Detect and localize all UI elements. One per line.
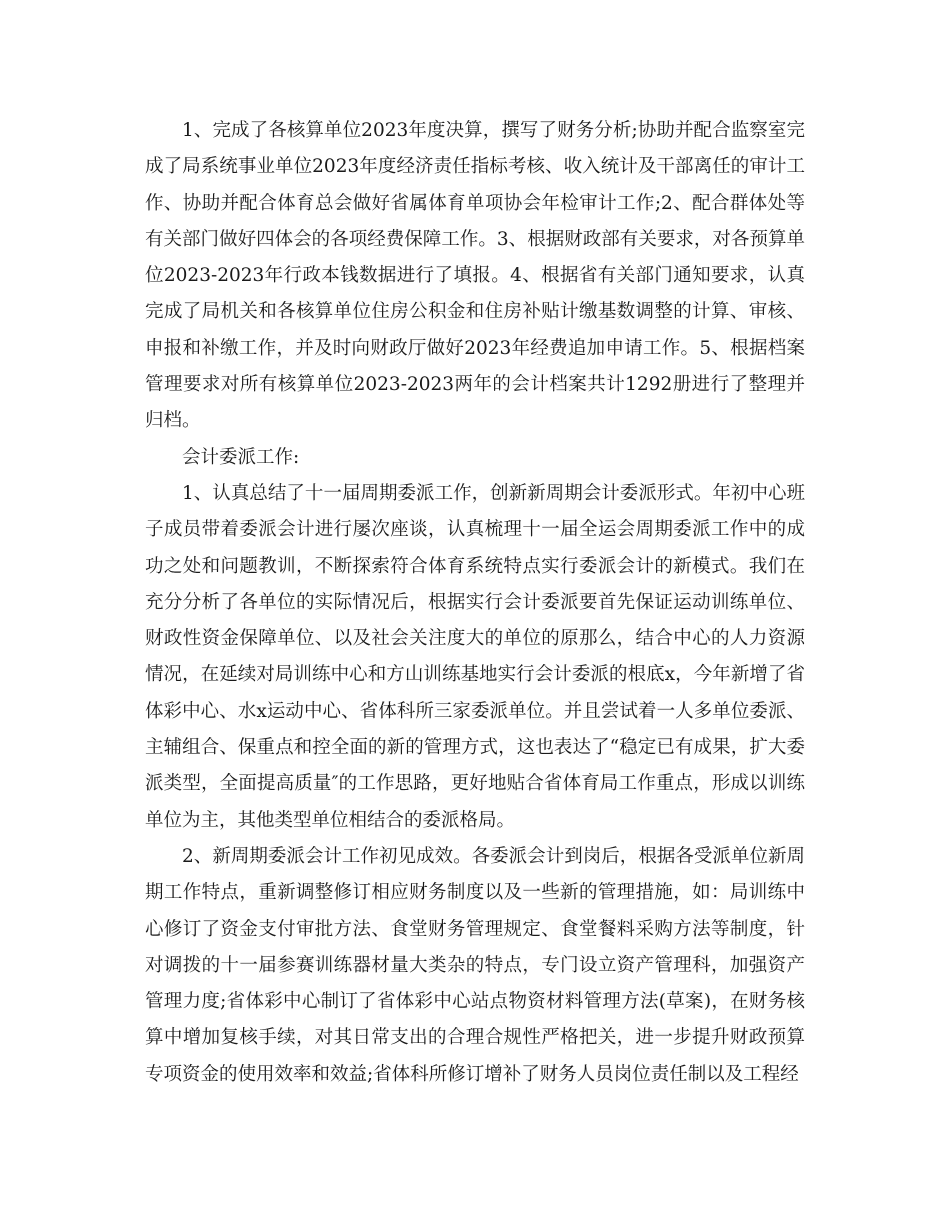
paragraph-assignment-results: 2、新周期委派会计工作初见成效。各委派会计到岗后，根据各受派单位新周期工作特点，重新调整修订相应财务制度以及一些新的管理措施，如：局训练中心修订了资金支付审批方法、食堂财务管理规定、食堂餐料采购方法等制度，针对调拨的十一届参赛训练器材量大类杂的特点，专门设立资产管理科，加强资产管理力度;省体彩中心制订了省体彩中心站点物资材料管理方法(草案)，在财务核算中增加复核手续，对其日常支出的合理合规性严格把关，进一步提升财政预算专项资金的使用效率和效益;省体科所修订增补了财务人员岗位责任制以及工程经	[145, 845, 805, 1085]
document-body	[145, 113, 805, 1093]
paragraph-annual-accounts: 1、完成了各核算单位2023年度决算，撰写了财务分析;协助并配合监察室完成了局系统事业单位2023年度经济责任指标考核、收入统计及干部离任的审计工作、协助并配合体育总会做好省属体育单项协会年检审计工作;2、配合群体处等有关部门做好四体会的各项经费保障工作。3、根据财政部有关要求，对各预算单位2023-2023年行政本钱数据进行了填报。4、根据省有关部门通知要求，认真完成了局机关和各核算单位住房公积金和住房补贴计缴基数调整的计算、审核、申报和补缴工作，并及时向财政厅做好2023年经费追加申请工作。5、根据档案管理要求对所有核算单位2023-2023两年的会计档案共计1292册进行了整理并归档。	[145, 120, 805, 432]
paragraph-heading-accounting-assignment: 会计委派工作:	[182, 446, 300, 468]
paragraph-assignment-summary: 1、认真总结了十一届周期委派工作，创新新周期会计委派形式。年初中心班子成员带着委派会计进行屡次座谈，认真梳理十一届全运会周期委派工作中的成功之处和问题教训，不断探索符合体育系统特点实行委派会计的新模式。我们在充分分析了各单位的实际情况后，根据实行会计委派要首先保证运动训练单位、财政性资金保障单位、以及社会关注度大的单位的原那么，结合中心的人力资源情况，在延续对局训练中心和方山训练基地实行会计委派的根底x，今年新增了省体彩中心、水x运动中心、省体科所三家委派单位。并且尝试着一人多单位委派、主辅组合、保重点和控全面的新的管理方式，这也表达了“稳定已有成果，扩大委派类型，全面提高质量″的工作思路，更好地贴合省体育局工作重点，形成以训练单位为主，其他类型单位相结合的委派格局。	[145, 482, 805, 831]
